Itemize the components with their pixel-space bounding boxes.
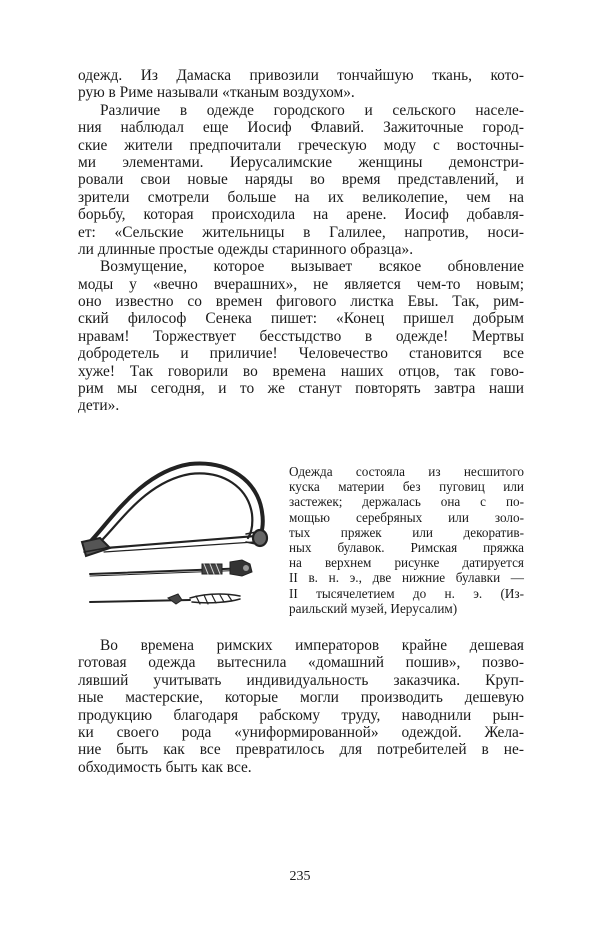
text-line: ский философ Сенека пишет: «Конец пришел добрым xyxy=(78,310,524,328)
text-line: моды у «вечно вчерашних», не является чем-то новым; xyxy=(78,275,524,293)
text-line: дети». xyxy=(78,397,120,415)
caption-line: тых пряжек или декоратив- xyxy=(289,524,524,540)
text-line: борьбу, которая происходила на арене. Иосиф добавля- xyxy=(78,206,524,224)
caption-line: Одежда состояла из несшитого xyxy=(289,464,524,479)
text-line: ные мастерские, которые могли производить дешевую xyxy=(78,689,524,707)
text-line: ет: «Сельские жительницы в Галилее, напротив, носи- xyxy=(78,223,524,241)
text-line: рую в Риме называли «тканым воздухом». xyxy=(78,84,355,102)
caption-line: на верхнем рисунке датируется xyxy=(289,555,524,571)
roman-fibula-drawing xyxy=(82,464,267,556)
text-line: продукцию благодаря рабскому труду, наводнили рын- xyxy=(78,706,524,724)
text-line: готовая одежда вытеснила «домашний пошив», позво- xyxy=(78,654,524,672)
bronze-pin-1-drawing xyxy=(90,560,252,576)
bottom-text xyxy=(78,637,524,776)
page-number: 235 xyxy=(289,869,311,884)
text-line: ровали свои новые наряды во время представлений, и xyxy=(78,171,524,189)
figure-caption xyxy=(289,464,524,616)
caption-line: II тысячелетием до н. э. (Из- xyxy=(289,585,524,601)
text-line: Различие в одежде городского и сельского населе- xyxy=(100,101,524,119)
text-line: нравам! Торжествует бесстыдство в одежде! Мертвы xyxy=(78,327,524,345)
caption-line: застежек; держалась она с по- xyxy=(289,494,524,510)
text-line: Возмущение, которое вызывает всякое обновление xyxy=(100,258,524,276)
text-line: Во времена римских императоров крайне дешевая xyxy=(100,637,524,654)
caption-line: куска материи без пуговиц или xyxy=(289,479,524,495)
caption-line: мощью серебряных или золо- xyxy=(289,509,524,525)
text-line: оно известно со времен фигового листка Евы. Так, рим- xyxy=(78,293,524,311)
text-line: хуже! Так говорили во времена наших отцов, так гово- xyxy=(78,362,524,380)
text-line: ми элементами. Иерусалимские женщины демонстри- xyxy=(78,153,524,171)
text-line: одежд. Из Дамаска привозили тончайшую ткань, кото- xyxy=(78,67,524,84)
caption-line: раильский музей, Иерусалим) xyxy=(289,600,458,616)
text-line: ния наблюдал еще Иосиф Флавий. Зажиточные город- xyxy=(78,119,524,137)
text-line: ки своего рода «униформированной» одеждой. Жела- xyxy=(78,723,524,741)
text-line: ние быть как все превратилось для потребителей в не- xyxy=(78,741,524,759)
text-line: лявший учитывать индивидуальность заказчика. Круп- xyxy=(78,671,524,689)
caption-line: II в. н. э., две нижние булавки — xyxy=(289,570,524,586)
top-text xyxy=(78,67,524,415)
text-line: обходимость быть как все. xyxy=(78,758,252,776)
fibula-and-pins-illustration xyxy=(70,452,280,612)
bronze-pin-2-drawing xyxy=(90,594,240,604)
text-line: добродетель и приличие! Человечество становится все xyxy=(78,345,524,363)
caption-line: ных булавок. Римская пряжка xyxy=(289,539,524,555)
text-line: зрители смотрели больше на их великолепие, чем на xyxy=(78,188,524,206)
text-line: ли длинные простые одежды старинного образца». xyxy=(78,240,414,258)
text-line: рим мы сегодня, и то же станут повторять завтра наши xyxy=(78,380,524,398)
text-line: ские жители предпочитали греческую моду с восточны- xyxy=(78,136,524,154)
